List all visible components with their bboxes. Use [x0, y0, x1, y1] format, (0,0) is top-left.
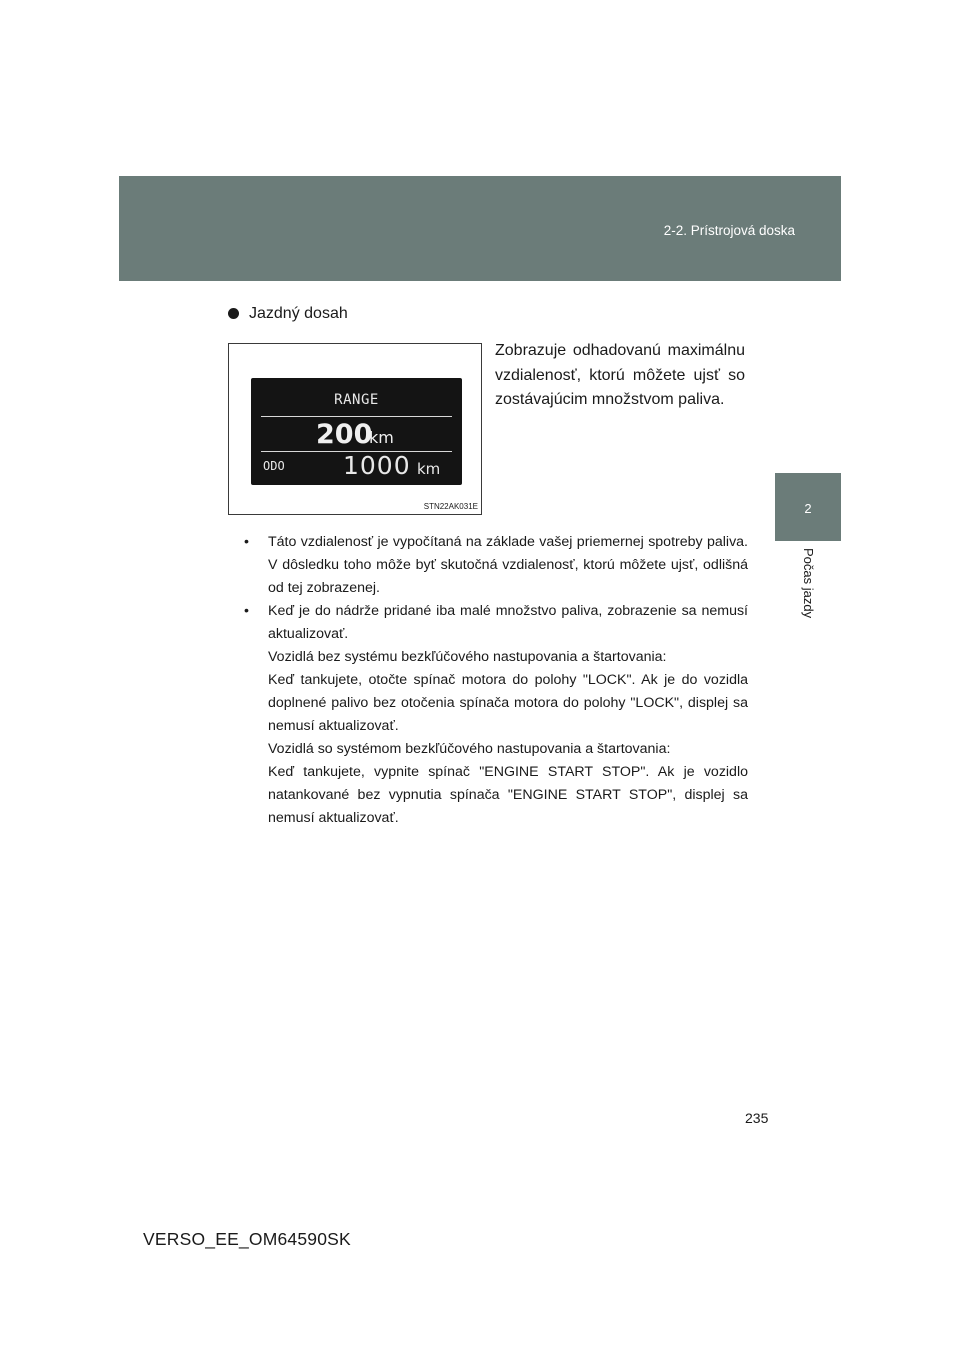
note-paragraph: Táto vzdialenosť je vypočítaná na základe vašej priemernej spotreby paliva. V dôsledku toho môže byť skutočná vzdialenosť, ktorú môžete ujsť, odlišná od tej zobrazenej. [268, 534, 748, 596]
bullet-icon: • [244, 534, 249, 550]
odo-value: 1000 [343, 451, 411, 480]
notes-list [244, 531, 748, 830]
chapter-number: 2 [804, 501, 812, 516]
lcd-screen [251, 378, 462, 485]
figure-code: STN22AK031E [423, 502, 478, 511]
lcd-title: RANGE [334, 392, 379, 408]
document-code: VERSO_EE_OM64590SK [143, 1229, 351, 1249]
header-band [119, 176, 841, 281]
lcd-divider-top [261, 416, 452, 417]
chapter-label-container [798, 548, 818, 638]
note-item [244, 600, 748, 830]
chapter-tab [775, 473, 841, 541]
odo-label: ODO [263, 459, 285, 473]
page-number: 235 [745, 1110, 769, 1126]
note-paragraph: Keď tankujete, vypnite spínač "ENGINE START STOP". Ak je vozidlo natankované bez vypnutia spínača "ENGINE START STOP", displej sa nemusí aktualizovať. [268, 764, 748, 826]
note-paragraph: Vozidlá bez systému bezkľúčového nastupovania a štartovania: [268, 649, 667, 665]
bullet-icon: • [244, 603, 249, 619]
chapter-label: Počas jazdy [801, 548, 816, 619]
note-item [244, 531, 748, 600]
section-heading [228, 305, 348, 323]
description-text: Zobrazuje odhadovanú maximálnu vzdialenosť, ktorú môžete ujsť so zostávajúcim množstvom paliva. [495, 342, 745, 408]
filled-circle-icon [228, 308, 239, 319]
section-heading-text: Jazdný dosah [249, 305, 348, 322]
note-paragraph: Keď je do nádrže pridané iba malé množstvo paliva, zobrazenie sa nemusí aktualizovať. [268, 603, 748, 642]
note-paragraph: Vozidlá so systémom bezkľúčového nastupovania a štartovania: [268, 741, 671, 757]
range-value: 200 [316, 419, 373, 450]
odo-unit: km [417, 460, 441, 478]
display-illustration [228, 343, 482, 515]
range-unit: km [369, 428, 394, 447]
note-paragraph: Keď tankujete, otočte spínač motora do polohy "LOCK". Ak je do vozidla doplnené palivo bez otočenia spínača motora do polohy "LOCK", displej sa nemusí aktualizovať. [268, 672, 748, 734]
section-title: 2-2. Prístrojová doska [663, 223, 795, 238]
